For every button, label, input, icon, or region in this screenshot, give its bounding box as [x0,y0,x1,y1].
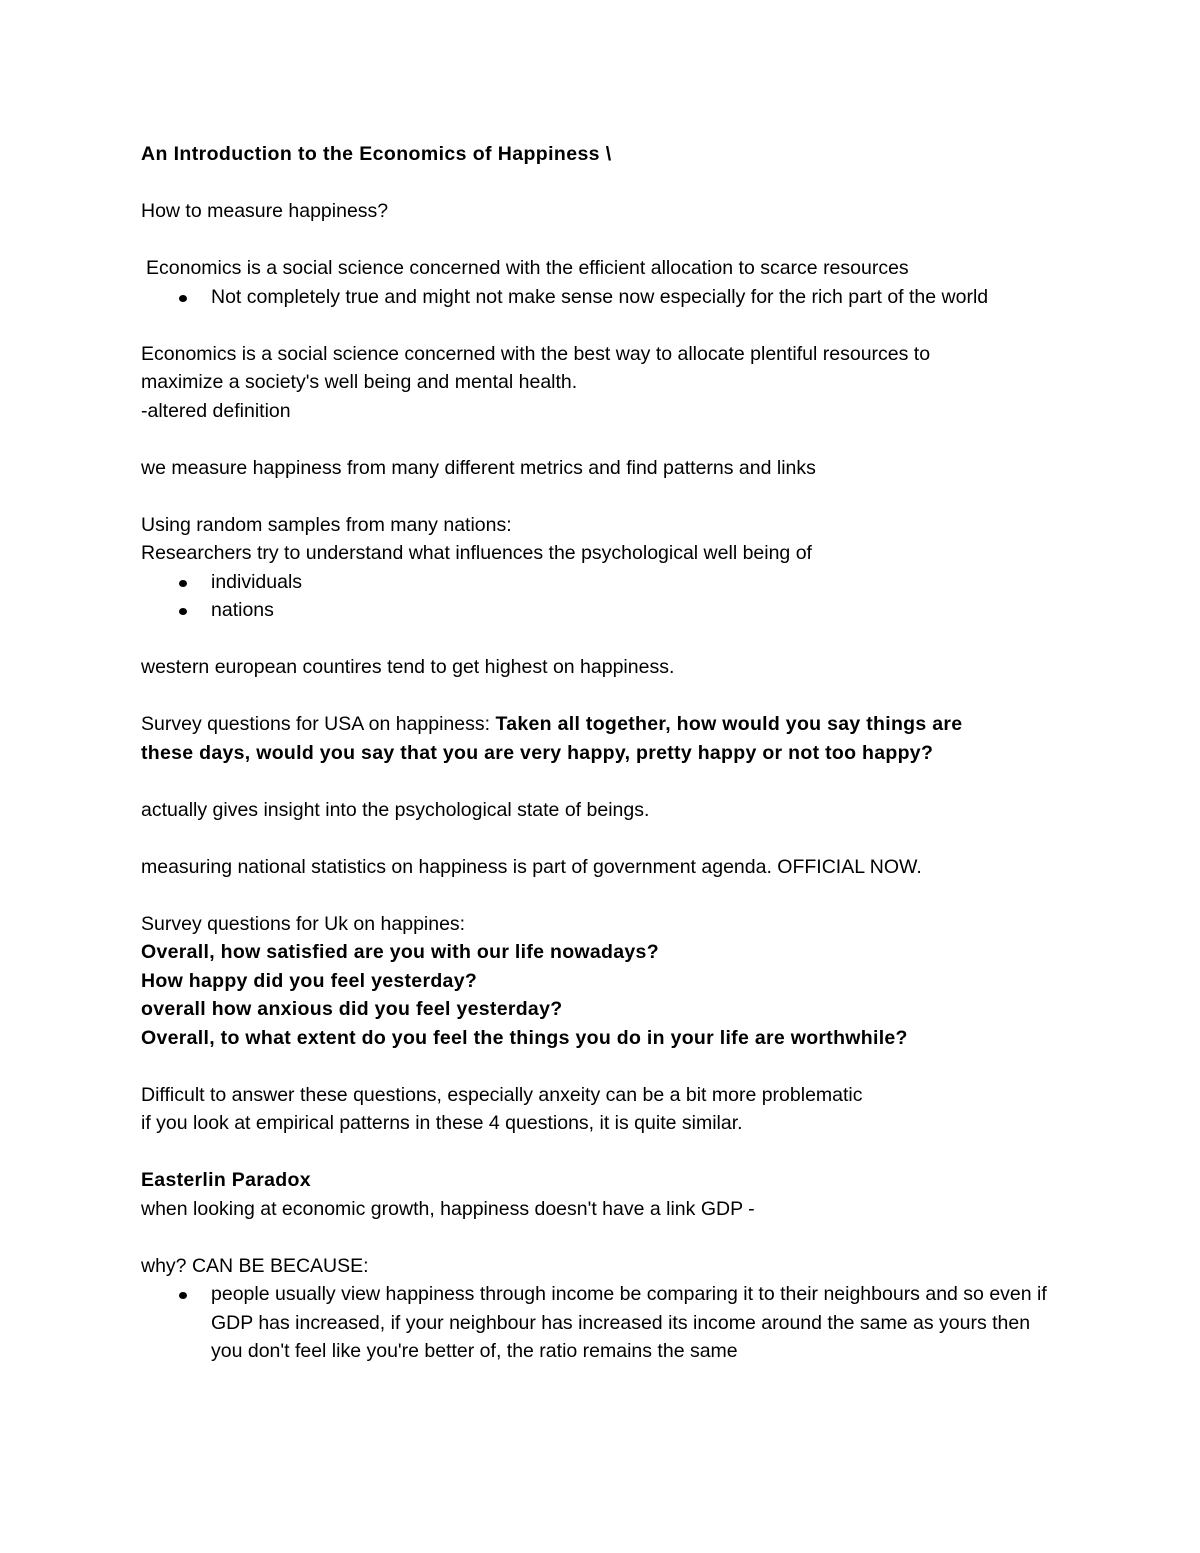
uk-question: overall how anxious did you feel yesterday? [141,998,563,1020]
spacer [141,1138,1061,1167]
definition-scarce: Economics is a social science concerned with the efficient allocation to scarce resources [146,257,909,279]
list-item [141,596,1061,625]
bullet-icon [179,608,187,615]
spacer [141,1052,1061,1081]
western-europe-text: western european countires tend to get highest on happiness. [141,656,675,678]
uk-question: How happy did you feel yesterday? [141,969,478,992]
list-item [141,283,1061,312]
list-item [141,1280,1061,1366]
bullet-icon [179,1292,187,1299]
random-samples-text: Using random samples from many nations: [141,513,512,536]
spacer [141,482,1061,511]
spacer [141,824,1061,853]
usa-survey-line1 [141,710,1061,739]
spacer [141,881,1061,910]
spacer [141,1223,1061,1252]
spacer [141,226,1061,255]
why-text: why? CAN BE BECAUSE: [141,1254,369,1277]
definition-plentiful-line1: Economics is a social science concerned with the best way to allocate plentiful resources to [141,342,931,365]
research-bullets [141,568,1061,625]
list-item [141,568,1061,597]
easterlin-heading: Easterlin Paradox [141,1169,311,1191]
uk-survey-intro: Survey questions for Uk on happines: [141,912,466,935]
bullet-icon [179,295,187,302]
document-page [141,140,1061,1366]
spacer [141,311,1061,340]
usa-survey-question-part1: Taken all together, how would you say things are [495,713,963,735]
question-measure: How to measure happiness? [141,200,389,222]
bullet-icon [179,580,187,587]
document-title: An Introduction to the Economics of Happiness \ [141,143,612,165]
spacer [141,682,1061,711]
national-stats-text: measuring national statistics on happiness is part of government agenda. OFFICIAL NOW. [141,855,922,878]
spacer [141,767,1061,796]
bullet-text: individuals [211,570,303,593]
spacer [141,625,1061,654]
spacer [141,425,1061,454]
uk-question: Overall, to what extent do you feel the things you do in your life are worthwhile? [141,1026,908,1049]
why-bullets [141,1280,1061,1366]
researchers-text: Researchers try to understand what influences the psychological well being of [141,542,812,564]
uk-question: Overall, how satisfied are you with our life nowadays? [141,941,659,963]
bullet-text: Not completely true and might not make sense now especially for the rich part of the world [211,285,989,308]
usa-survey-prefix: Survey questions for USA on happiness: [141,713,496,735]
difficult-text: Difficult to answer these questions, especially anxeity can be a bit more problematic [141,1083,863,1106]
bullet-text: nations [211,599,274,621]
definition-plentiful-line2: maximize a society's well being and mental health. [141,371,578,393]
measure-metrics-text: we measure happiness from many different metrics and find patterns and links [141,456,816,479]
altered-definition-note: -altered definition [141,399,291,422]
bullet-text: people usually view happiness through income be comparing it to their neighbours and so even if GDP has increased, if your neighbour has increased its income around the same as yours then you don't feel like you're better of, the ratio remains the same [211,1283,1047,1362]
insight-text: actually gives insight into the psychological state of beings. [141,798,650,821]
easterlin-text: when looking at economic growth, happiness doesn't have a link GDP - [141,1197,755,1220]
definition-bullets [141,283,1061,312]
empirical-text: if you look at empirical patterns in these 4 questions, it is quite similar. [141,1112,743,1134]
spacer [141,169,1061,198]
usa-survey-question-part2: these days, would you say that you are very happy, pretty happy or not too happy? [141,741,934,764]
